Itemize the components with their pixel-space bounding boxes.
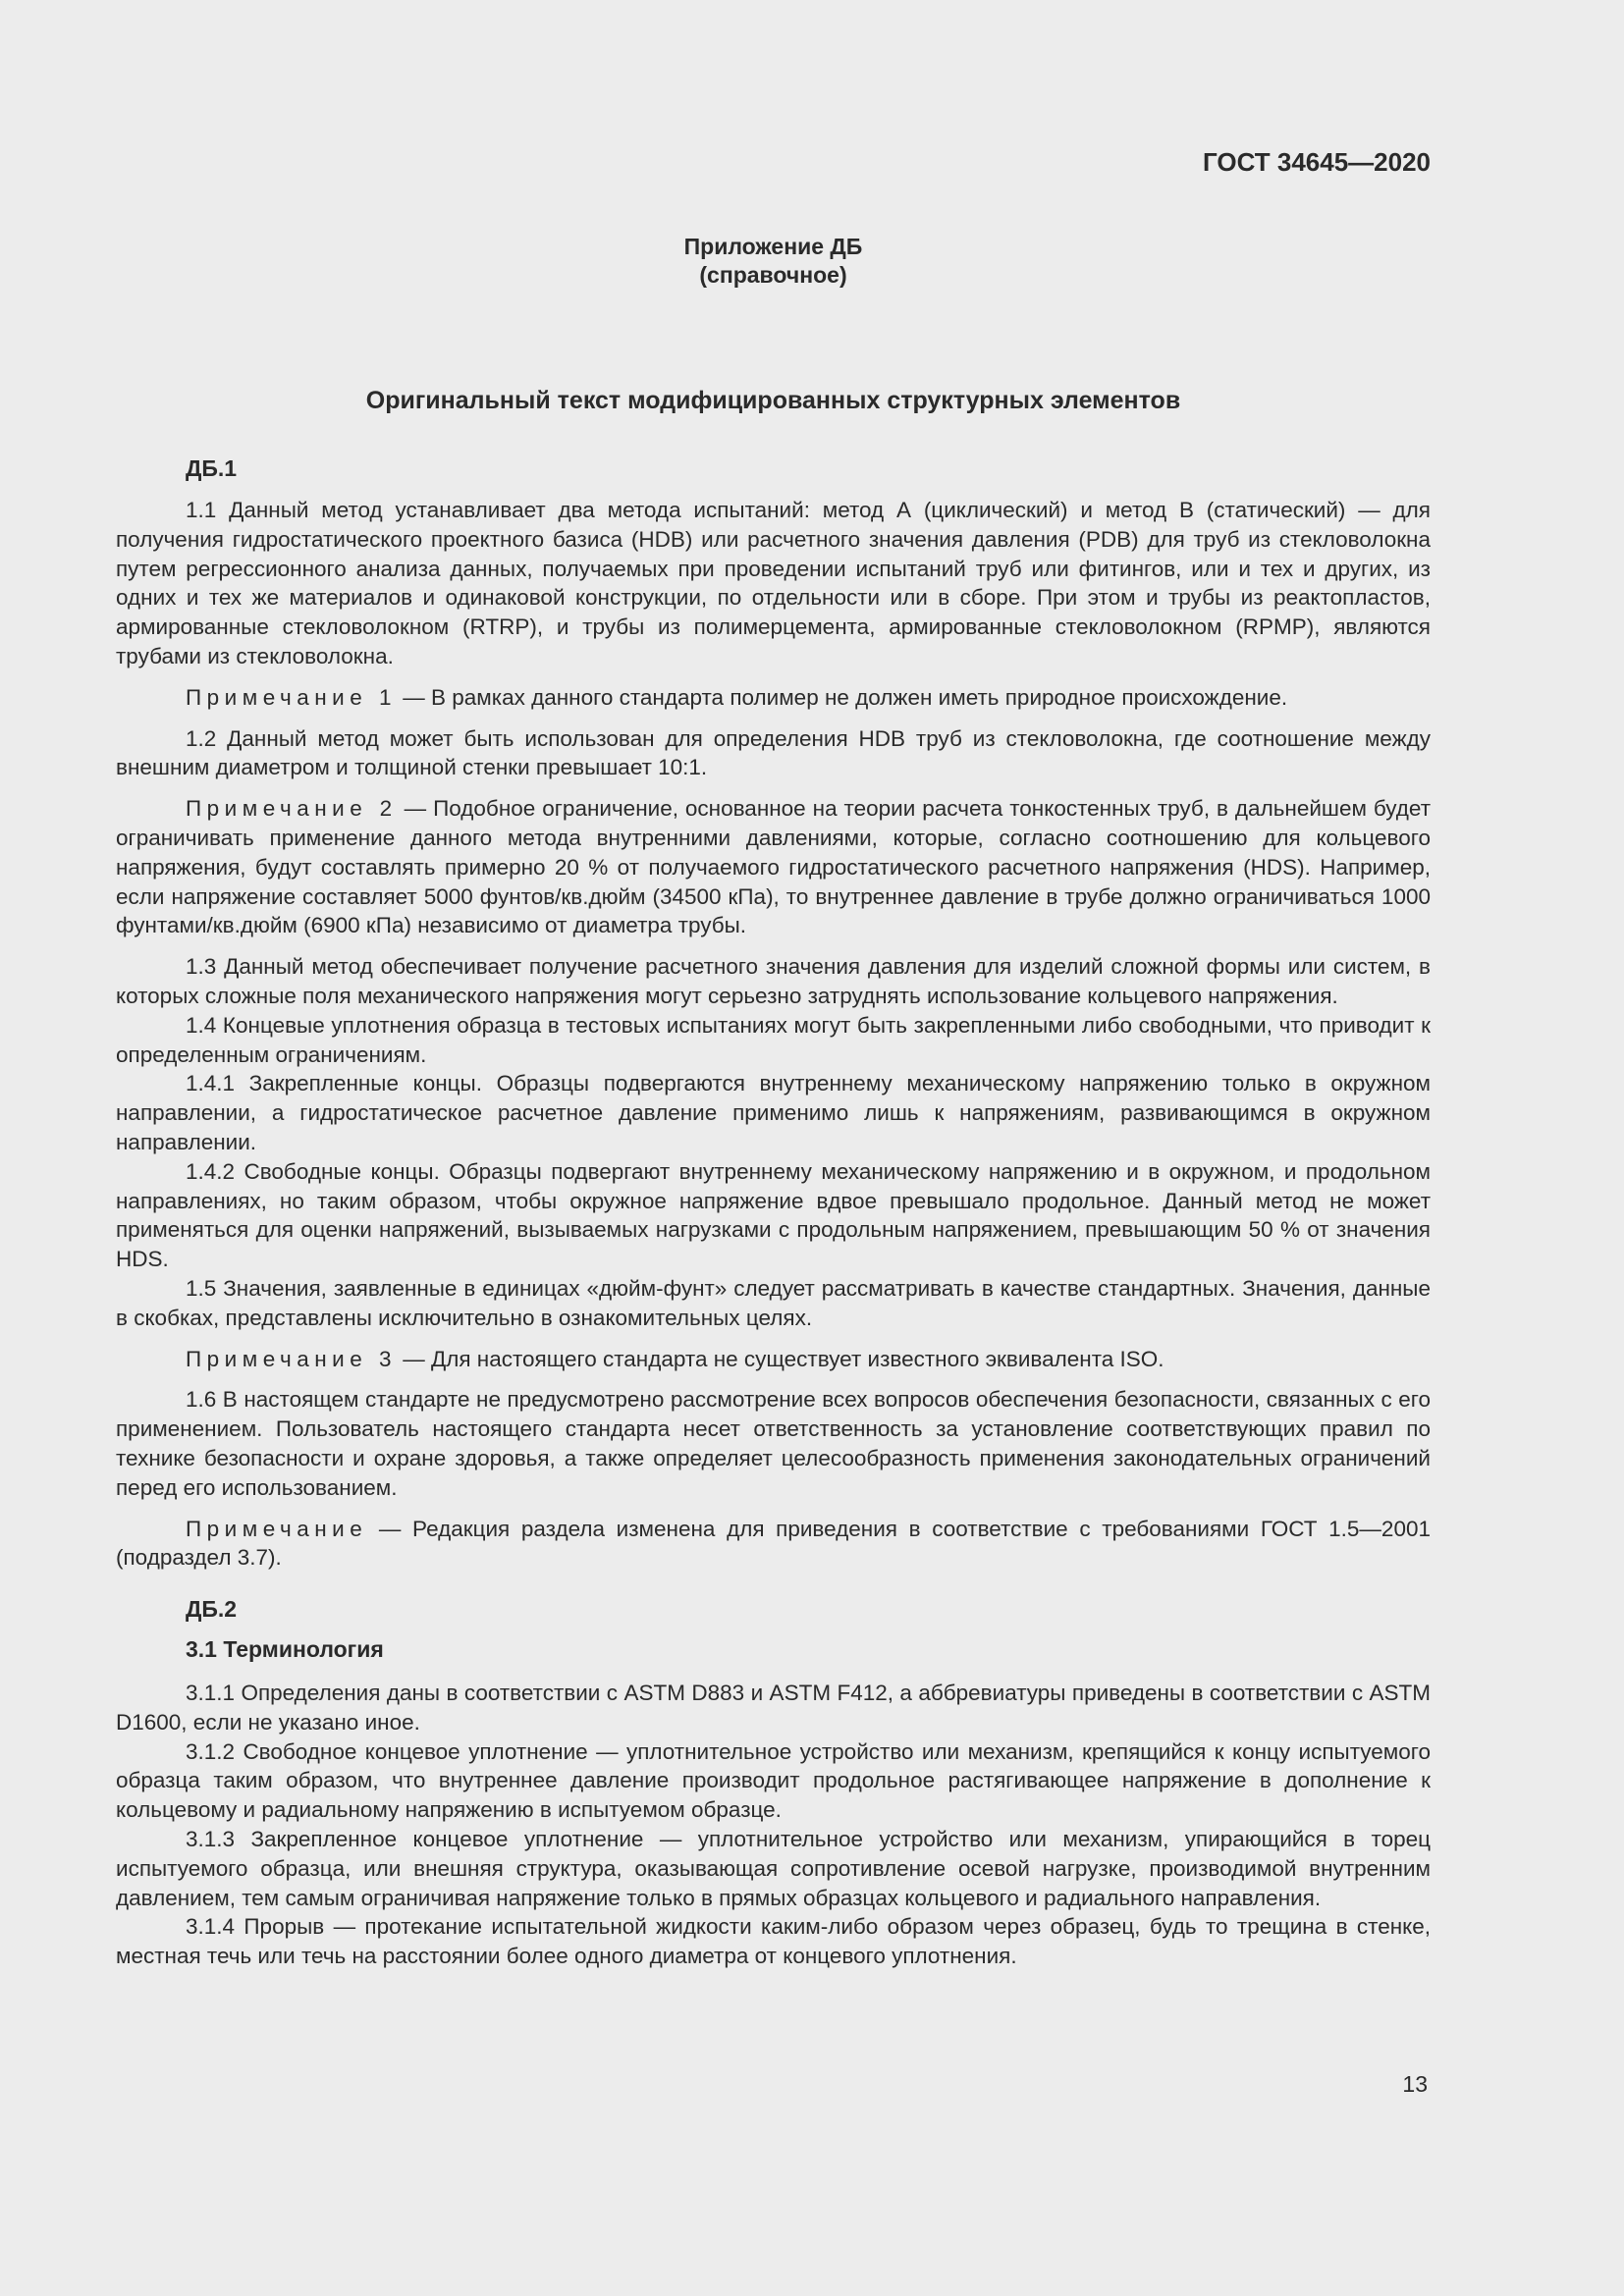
paragraph-3-1-2: 3.1.2 Свободное концевое уплотнение — уплотнительное устройство или механизм, крепящийся к концу испытуемого образца таким образом, что внутреннее давление производит продольное растягивающее напряжение в дополнение к кольцевому и радиальному напряжению в испытуемом образце.	[116, 1738, 1431, 1823]
paragraph-1-1: 1.1 Данный метод устанавливает два метода испытаний: метод А (циклический) и метод В (статический) — для получения гидростатического проектного базиса (HDB) или расчетного значения давления (PDB) для труб из стекловолокна путем регрессионного анализа данных, получаемых при проведении испытаний труб или фитингов, или и тех и других, из одних и тех же материалов и одинаковой конструкции, по отдельности или в сборе. При этом и трубы из реактопластов, армированные стекловолокном (RTRP), и трубы из полимерцемента, армированные стекловолокном (RPMP), являются трубами из стекловолокна.	[116, 498, 1431, 668]
section-heading-db1: ДБ.1	[186, 455, 238, 481]
page-number: 13	[1402, 2071, 1428, 2097]
document-title: Оригинальный текст модифицированных структурных элементов	[365, 387, 1181, 414]
appendix-heading	[116, 233, 1431, 290]
paragraph-1-2: 1.2 Данный метод может быть использован для определения HDB труб из стекловолокна, где соотношение между внешним диаметром и толщиной стенки превышает 10:1.	[116, 725, 1431, 780]
paragraph-3-1-1: 3.1.1 Определения даны в соответствии с ASTM D883 и ASTM F412, а аббревиатуры приведены в соответствии с ASTM D1600, если не указано иное.	[116, 1681, 1431, 1735]
paragraph-1-4: 1.4 Концевые уплотнения образца в тестовых испытаниях могут быть закрепленными либо свободными, что приводит к определенным ограничениям.	[116, 1012, 1431, 1067]
section-heading-db2: ДБ.2	[186, 1596, 238, 1623]
note-3	[116, 1345, 1431, 1374]
paragraph-1-4-1: 1.4.1 Закрепленные концы. Образцы подвергаются внутреннему механическому напряжению только в окружном направлении, а гидростатическое расчетное давление применимо лишь к напряжениям, развивающимся в окружном направлении.	[116, 1071, 1431, 1154]
paragraph-1-3: 1.3 Данный метод обеспечивает получение расчетного значения давления для изделий сложной формы или систем, в которых сложные поля механического напряжения могут серьезно затруднять использование кольцевого напряжения.	[116, 954, 1431, 1008]
note-text: — Редакция раздела изменена для приведения в соответствие с требованиями ГОСТ 1.5—2001 (подраздел 3.7).	[116, 1516, 1431, 1571]
note-text: — В рамках данного стандарта полимер не должен иметь природное происхождение.	[397, 684, 1288, 710]
paragraph-3-1-4: 3.1.4 Прорыв — протекание испытательной жидкости каким-либо образом через образец, будь то трещина в стенке, местная течь или течь на расстоянии более одного диаметра от концевого уплотнения.	[116, 1914, 1431, 1969]
note-text: — Для настоящего стандарта не существует известного эквивалента ISO.	[397, 1346, 1164, 1371]
note-1	[116, 683, 1431, 713]
note-label: Примечание	[186, 1516, 368, 1541]
appendix-title: Приложение ДБ	[683, 234, 863, 259]
paragraph-1-5: 1.5 Значения, заявленные в единицах «дюйм-фунт» следует рассматривать в качестве стандартных. Значения, данные в скобках, представлены исключительно в ознакомительных целях.	[116, 1275, 1431, 1330]
paragraph-3-1-3: 3.1.3 Закрепленное концевое уплотнение — уплотнительное устройство или механизм, упирающийся в торец испытуемого образца, или внешняя структура, оказывающая сопротивление осевой нагрузке, производимой внутренним давлением, тем самым ограничивая напряжение только в прямых образцах кольцевого и радиального направления.	[116, 1827, 1431, 1910]
section-heading-terminology: 3.1 Терминология	[186, 1636, 384, 1663]
note-label: Примечание 1	[186, 684, 397, 710]
document-code: ГОСТ 34645—2020	[1203, 147, 1431, 177]
note-2	[116, 794, 1431, 940]
note-4	[116, 1515, 1431, 1574]
note-label: Примечание 3	[186, 1346, 397, 1371]
appendix-subtitle: (справочное)	[699, 262, 847, 288]
note-label: Примечание 2	[186, 796, 398, 822]
paragraph-1-6: 1.6 В настоящем стандарте не предусмотрено рассмотрение всех вопросов обеспечения безопасности, связанных с его применением. Пользователь настоящего стандарта несет ответственность за установление соответствующих правил по технике безопасности и охране здоровья, а также определяет целесообразность применения законодательных ограничений перед его использованием.	[116, 1387, 1431, 1500]
note-text: — Подобное ограничение, основанное на теории расчета тонкостенных труб, в дальнейшем будет ограничивать применение данного метода внутренними давлениями, которые, согласно соотношению для кольцевого напряжения, будут составлять примерно 20 % от получаемого гидростатического расчетного напряжения (HDS). Например, если напряжение составляет 5000 фунтов/кв.дюйм (34500 кПа), то внутреннее давление в трубе должно ограничиваться 1000 фунтами/кв.дюйм (6900 кПа) независимо от диаметра трубы.	[116, 796, 1431, 938]
paragraph-1-4-2: 1.4.2 Свободные концы. Образцы подвергают внутреннему механическому напряжению и в окружном, и продольном направлениях, но таким образом, чтобы окружное напряжение вдвое превышало продольное. Данный метод не может применяться для оценки напряжений, вызываемых нагрузками с продольным напряжением, превышающим 50 % от значения HDS.	[116, 1158, 1431, 1272]
